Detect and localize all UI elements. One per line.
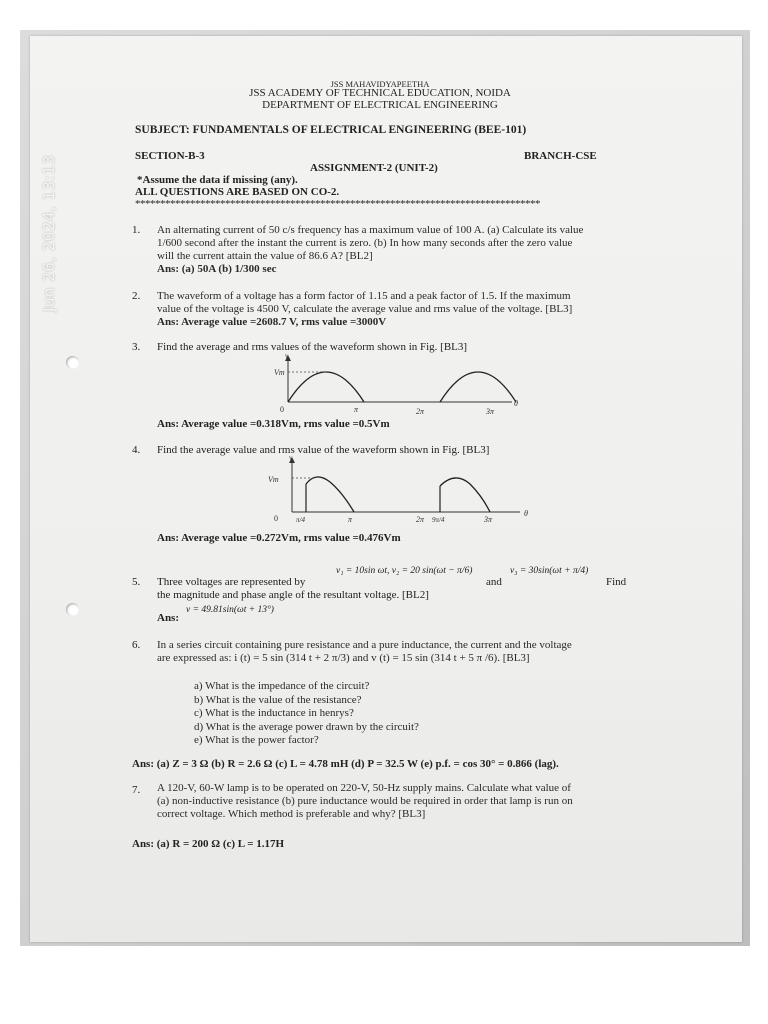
question-number: 2. [132, 290, 141, 302]
and-text: and [486, 576, 502, 588]
tick-3pi: 3π [486, 407, 495, 416]
subpart-e: e) What is the power factor? [194, 734, 319, 746]
equation-v1-v2: v₁ = 10sin ωt, v₂ = 20 sin(ωt − π/6) [336, 566, 473, 576]
note-co: ALL QUESTIONS ARE BASED ON CO-2. [135, 186, 340, 198]
answer-5-equation: v = 49.81sin(ωt + 13°) [186, 605, 274, 615]
question-line: are expressed as: i (t) = 5 sin (314 t + 2 π/3) and v (t) = 15 sin (314 t + 5 π /6). [BL3] [157, 652, 530, 664]
answer-1: Ans: (a) 50A (b) 1/300 sec [157, 263, 277, 275]
header-line-2: JSS ACADEMY OF TECHNICAL EDUCATION, NOIDA [249, 87, 511, 99]
question-6-subparts [194, 680, 419, 748]
question-line: In a series circuit containing pure resistance and a pure inductance, the current and the voltage [157, 639, 572, 651]
section-label: SECTION-B-3 [135, 150, 205, 162]
origin-label: 0 [274, 514, 278, 523]
subpart-c: c) What is the inductance in henrys? [194, 707, 354, 719]
question-line: (a) non-inductive resistance (b) pure inductance would be required in order that lamp is run on [157, 795, 573, 807]
find-text: Find [606, 576, 627, 588]
origin-label: 0 [280, 405, 284, 414]
question-number: 5. [132, 576, 141, 588]
question-4-text: Find the average value and rms value of the waveform shown in Fig. [BL3] [157, 444, 490, 456]
subpart-d: d) What is the average power drawn by the circuit? [194, 720, 419, 733]
question-line: correct voltage. Which method is preferable and why? [BL3] [157, 808, 426, 820]
question-5-intro: Three voltages are represented by [157, 576, 306, 588]
separator-stars: ********************************************************************************* [135, 198, 540, 210]
question-line: value of the voltage is 4500 V, calculate the average value and rms value of the voltage. [BL3] [157, 303, 573, 315]
question-2-text [157, 290, 572, 329]
assignment-title: ASSIGNMENT-2 (UNIT-2) [310, 162, 438, 174]
subpart-b: b) What is the value of the resistance? [194, 693, 362, 706]
figure-half-wave [250, 354, 530, 420]
axis-v-label: v [285, 354, 289, 360]
question-line: will the current attain the value of 86.6 A? [BL2] [157, 250, 373, 262]
figure-chopped-wave [250, 456, 540, 532]
axis-theta-label: θ [524, 509, 528, 518]
answer-4: Ans: Average value =0.272Vm, rms value =0.476Vm [157, 532, 401, 544]
tick-pi: π [348, 515, 353, 524]
subject-line: SUBJECT: FUNDAMENTALS OF ELECTRICAL ENGINEERING (BEE-101) [135, 124, 527, 136]
tick-2pi: 2π [416, 515, 425, 524]
axis-v-label: v [289, 456, 293, 462]
question-number: 1. [132, 224, 141, 236]
equation-v3: v₃ = 30sin(ωt + π/4) [510, 566, 589, 576]
photo-timestamp: Jun 26, 2024, 13:13 [40, 154, 58, 312]
question-line: An alternating current of 50 c/s frequency has a maximum value of 100 A. (a) Calculate its value [157, 224, 584, 236]
punch-hole [66, 356, 79, 369]
tick-pi-4: π/4 [296, 516, 305, 524]
answer-5-label: Ans: [157, 612, 180, 624]
note-missing-data: *Assume the data if missing (any). [137, 174, 298, 186]
tick-2pi: 2π [416, 407, 425, 416]
question-6-text [157, 639, 572, 665]
header-line-1: JSS MAHAVIDYAPEETHA [330, 79, 430, 89]
punch-hole [66, 603, 79, 616]
question-5-text: the magnitude and phase angle of the resultant voltage. [BL2] [157, 589, 429, 601]
question-number: 7. [132, 784, 141, 796]
question-line: A 120-V, 60-W lamp is to be operated on 220-V, 50-Hz supply mains. Calculate what value of [157, 782, 571, 794]
answer-7: Ans: (a) R = 200 Ω (c) L = 1.17H [132, 838, 285, 850]
question-1-text [157, 224, 583, 276]
header-line-3: DEPARTMENT OF ELECTRICAL ENGINEERING [262, 99, 498, 111]
question-7-text [157, 782, 573, 821]
question-number: 6. [132, 639, 141, 651]
answer-6: Ans: (a) Z = 3 Ω (b) R = 2.6 Ω (c) L = 4.78 mH (d) P = 32.5 W (e) p.f. = cos 30° = 0.866 (lag). [132, 758, 559, 770]
question-number: 3. [132, 341, 141, 353]
branch-label: BRANCH-CSE [524, 150, 597, 162]
question-number: 4. [132, 444, 141, 456]
answer-2: Ans: Average value =2608.7 V, rms value =3000V [157, 316, 387, 328]
question-line: The waveform of a voltage has a form factor of 1.15 and a peak factor of 1.5. If the maximum [157, 290, 571, 302]
tick-9pi-4: 9π/4 [432, 516, 445, 524]
subpart-a: a) What is the impedance of the circuit? [194, 680, 370, 692]
question-3-text: Find the average and rms values of the waveform shown in Fig. [BL3] [157, 341, 468, 353]
vm-label: Vm [268, 475, 279, 484]
vm-label: Vm [274, 368, 285, 377]
answer-3: Ans: Average value =0.318Vm, rms value =0.5Vm [157, 418, 390, 430]
tick-3pi: 3π [484, 515, 493, 524]
tick-pi: π [354, 405, 359, 414]
question-line: 1/600 second after the instant the current is zero. (b) In how many seconds after the zero value [157, 237, 573, 249]
axis-theta-label: θ [514, 399, 518, 408]
